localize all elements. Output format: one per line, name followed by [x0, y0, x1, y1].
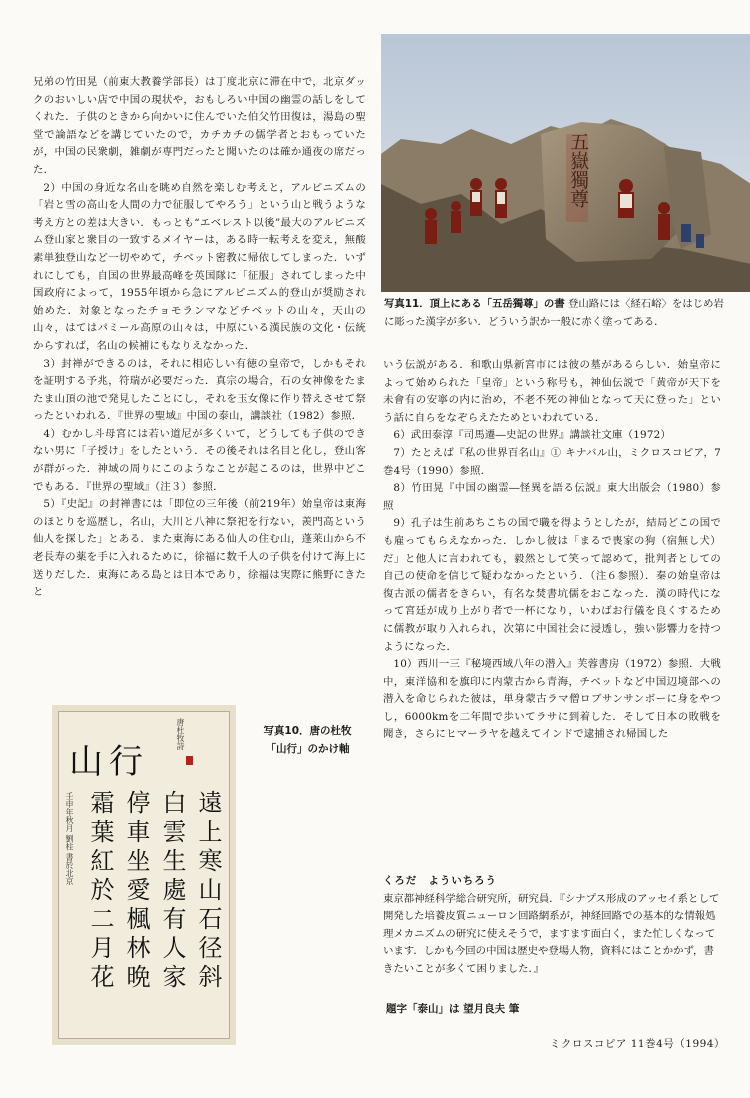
- scroll-title-note: 唐杜牧詩: [176, 718, 185, 750]
- author-name: くろだ よういちろう: [383, 875, 497, 887]
- author-bio: [383, 873, 723, 979]
- photo-10-caption: [250, 722, 365, 758]
- note-6: 6）武田泰淳『司馬遷―史記の世界』講談社文庫（1972）: [393, 429, 672, 442]
- photo-11-caption: [384, 296, 724, 331]
- note-5: 5）『史記』の封禅書には「即位の三年後（前219年）始皇帝は東海のほとりを巡歴し，名山，大川と八神に祭祀を行ない，羨門高という仙人を探した」とある．また東海にある仙人の住む山，蓬莱山から不老長寿の薬を手に入れるために，徐福に数千人の子供を付けて海上に送りだした．東海にある島とは日本であり，徐福は実際に熊野にきたと: [33, 498, 366, 599]
- scroll-signature: 壬申年秋月 劉柱 書於北京: [65, 792, 74, 886]
- scroll-title-shan-xing: 山行: [69, 742, 149, 782]
- note-2: 2）中国の身近な名山を眺め自然を楽しむ考えと，アルピニズムの「岩と雪の高山を人間の力で征服してやろう」という山と戦うような考え方との差は大きい．もっとも“エベレスト以後”最大のアルピニズム登山家と衆目の一致するメイヤーは，ある時一転考えを変え，無酸素単独登山など一切やめて，チベット密教に帰依してしまった．いずれにしても，自国の世界最高峰を英国隊に「征服」されてしまった中国政府によって，1955年頃から急にアルピニズム的登山が奨励され始めた．対象となったチョモランマなどチベットの山々，天山の山々，はてはパミール高原の山々は，中原にいる漢民族の文化・伝統からすれば，名山の候補にもなりえなかった．: [33, 181, 366, 352]
- note-4: 4）むかし斗母宮には若い道尼が多くいて，どうしても子供のできない男に「子授け」をしたという．その後それは名目と化し，登山客が群がった．神域の周りにこのようなことが起こるのは，世界中どこでもある．『世界の聖域』（注３）参照．: [33, 427, 366, 493]
- photo-10-calligraphy-scroll: [52, 705, 236, 1045]
- seal-stamp: [186, 756, 193, 765]
- journal-footer: ミクロスコピア 11巻4号（1994）: [549, 1038, 725, 1050]
- note-9: 9）孔子は生前あちこちの国で職を得ようとしたが，結局どこの国でも雇ってもらえなかった．しかし彼は「まるで喪家の狗（宿無し犬）だ」と他人に言われても，毅然として笑って認めて，批判者としての自己の使命を信じて疑わなかったという．（注６参照）．秦の始皇帝は復古派の儒者をきらい，有名な焚書坑儒をおこなった．漢の時代になって宮廷が成り上がり者で一杯になり，いわばお行儀を良くするために儒教が取り入れられ，次第に中国社会に浸透し，強い影響力を持つようになった．: [383, 517, 721, 653]
- right-column: [383, 357, 721, 744]
- note-7: 7）たとえば『私の世界百名山』① キナバル山，ミクロスコピア，7巻4号（1990）参照．: [383, 446, 721, 477]
- right-continuation: いう伝説がある．和歌山県新宮市には彼の墓があるらしい．始皇帝によって始められた「皇帝」という称号も，神仙伝説で「黄帝が天下を未會有の安寧の内に治め，不老不死の神仙となって天に登った」という話に自らをなぞらえたためといわれている．: [383, 359, 721, 424]
- poem-column-4: 霜葉紅於二月花: [86, 790, 114, 993]
- photo-11-caption-label: 写真11．頂上にある「五岳獨尊」の書: [384, 298, 565, 310]
- left-paragraph-1: 兄弟の竹田晃（前東大教養学部長）は丁度北京に滞在中で，北京ダックのおいしい店で中国の現状や，おもしろい中国の幽霊の話しをしてくれた．子供のときから向かいに住んでいた伯父竹田復は，湯島の聖堂で論語などを講じていたので，カチカチの儒学者とおもっていたが，中国の民衆劇，雑劇が専門だったと聞いたのは確か通夜の席だった．: [33, 76, 366, 176]
- photo-11-caption-text: 登山路には〈経石峪〉をはじめ岩に彫った漢字が多い．どういう訳か一般に赤く塗ってある．: [384, 298, 724, 328]
- left-column: [33, 74, 366, 602]
- inscription-wuyue-duzun: 五嶽獨尊: [567, 132, 589, 208]
- poem-column-1: 遠上寒山石径斜: [194, 790, 222, 993]
- photo-10-caption-line-1: 写真10．唐の杜牧: [263, 725, 352, 737]
- author-description: 東京都神経科学総合研究所，研究員．『シナプス形成のアッセイ系として開発した培養皮質ニューロン回路網系が，神経回路での基本的な情報処理メカニズムの研究に使えそうで，ますます面白く，また忙しくなっています．しかも今回の中国は歴史や登場人物，資料にはことかかず，書きたいことが多くて困りました．』: [383, 892, 720, 975]
- note-3: 3）封禅ができるのは，それに相応しい有徳の皇帝で，しかもそれを証明する予兆，符瑞が必要だった．真宗の場合，石の女神像をたまたま山頂の池で発見したことにし，それを玉女像に作り替えさせて祭ったといわれる．『世界の聖域』中国の泰山，講談社（1982）参照．: [33, 357, 366, 423]
- poem-column-3: 停車坐愛楓林晩: [122, 790, 150, 993]
- summit-photo-illustration: [381, 34, 750, 292]
- title-calligraphy-credit: 題字「泰山」は 望月良夫 筆: [386, 1003, 520, 1015]
- scroll-frame: [58, 711, 230, 1039]
- note-8: 8）竹田晃『中国の幽霊―怪異を語る伝説』東大出版会（1980）参照: [383, 482, 721, 512]
- note-10: 10）西川一三『秘境西域八年の潜入』芙蓉書房（1972）参照．大戦中，東洋協和を旗印に内蒙古から青海，チベットなど中国辺境部への潜入を命じられた彼は，単身蒙古ラマ僧ロブサンサンボーに身をやつし，6000kmを二年間で歩いてラサに到着した．そして日本の敗戦を聞き，さらにヒマーラヤを越えてインドで逮捕され帰国した: [383, 658, 721, 741]
- photo-11-summit-rocks: [381, 34, 750, 292]
- photo-10-caption-line-2: 「山行」のかけ軸: [265, 743, 350, 755]
- poem-column-2: 白雲生處有人家: [158, 790, 186, 993]
